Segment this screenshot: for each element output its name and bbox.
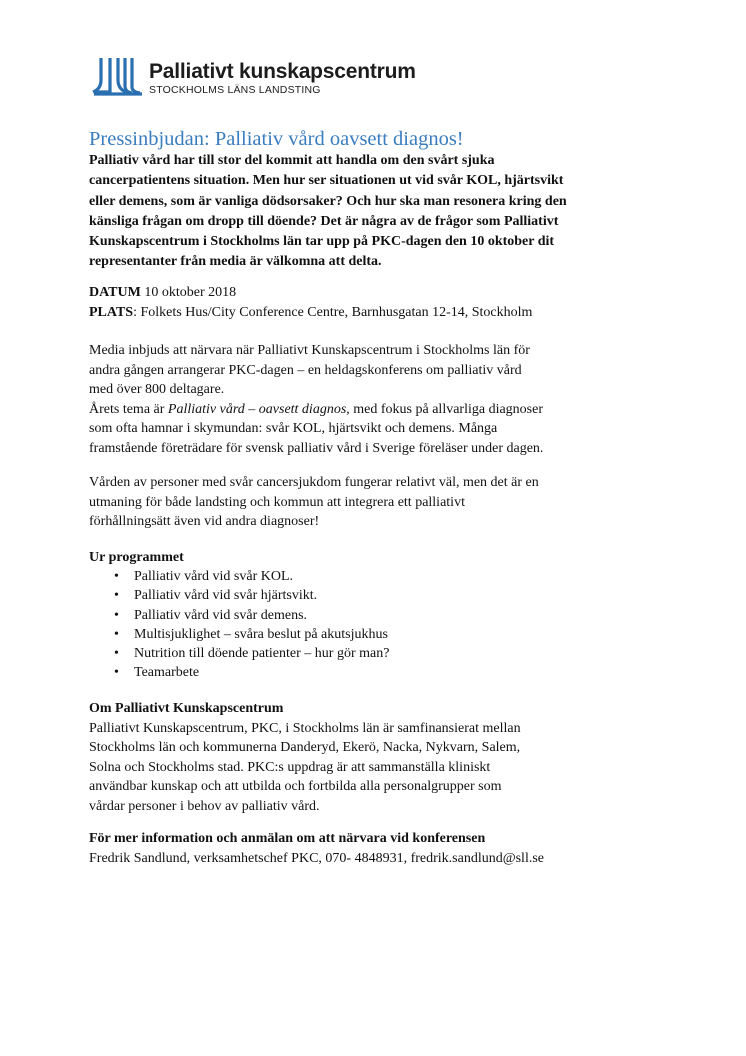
about-heading: Om Palliativt Kunskapscentrum xyxy=(89,701,284,716)
about-line: användbar kunskap och att utbilda och fortbilda alla personalgrupper som xyxy=(89,779,502,794)
pkc-logo-mark-icon xyxy=(92,56,144,96)
theme-pre: Årets tema är xyxy=(89,401,168,417)
about-line: Stockholms län och kommunerna Danderyd, Ekerö, Nacka, Nykvarn, Salem, xyxy=(89,740,521,755)
about-line: vårdar personer i behov av palliativ vård. xyxy=(89,798,320,814)
place-label: PLATS xyxy=(89,304,134,320)
date-label: DATUM xyxy=(89,285,141,300)
lead-line: Palliativ vård har till stor del kommit att handla om den svårt sjuka xyxy=(89,153,495,168)
contact-section xyxy=(89,829,689,868)
logo-name: Palliativt kunskapscentrum xyxy=(149,60,416,83)
page-title: Pressinbjudan: Palliativ vård oavsett diagnos! xyxy=(89,128,464,150)
program-item: • Palliativ vård vid svår demens. xyxy=(89,606,649,625)
lead-line: cancerpatientens situation. Men hur ser situationen ut vid svår KOL, hjärtsvikt xyxy=(89,173,564,189)
lead-line: Kunskapscentrum i Stockholms län tar upp på PKC-dagen den 10 oktober dit xyxy=(89,234,555,250)
event-details xyxy=(89,283,689,322)
program-item: • Palliativ vård vid svår hjärtsvikt. xyxy=(89,586,649,605)
care-line: förhållningsätt även vid andra diagnoser! xyxy=(89,514,320,529)
event-date xyxy=(89,283,689,303)
program-item: • Teamarbete xyxy=(89,663,649,682)
program-item: • Multisjuklighet – svåra beslut på akutsjukhus xyxy=(89,625,649,644)
intro-line: Media inbjuds att närvara när Palliativt Kunskapscentrum i Stockholms län för xyxy=(89,343,530,358)
event-place xyxy=(89,303,689,323)
lead-paragraph xyxy=(89,151,689,273)
program-list xyxy=(89,567,649,683)
program-heading: Ur programmet xyxy=(89,550,184,565)
intro-paragraph xyxy=(89,341,689,458)
lead-line: eller demens, som är vanliga dödsorsaker? Och hur ska man resonera kring den xyxy=(89,193,567,209)
date-value: 10 oktober 2018 xyxy=(140,285,237,300)
intro-line: andra gången arrangerar PKC-dagen – en heldagskonferens om palliativ vård xyxy=(89,362,522,378)
about-line: Solna och Stockholms stad. PKC:s uppdrag är att sammanställa kliniskt xyxy=(89,759,491,775)
intro-line: med över 800 deltagare. xyxy=(89,382,225,397)
logo-subtitle: STOCKHOLMS LÄNS LANDSTING xyxy=(149,84,321,96)
contact-heading: För mer information och anmälan om att närvara vid konferensen xyxy=(89,831,486,846)
theme-line xyxy=(89,400,689,420)
theme-line: som ofta hamnar i skymundan: svår KOL, hjärtsvikt och demens. Många xyxy=(89,421,498,436)
theme-line: framstående företrädare för svensk palliativ vård i Sverige föreläser under dagen. xyxy=(89,440,544,456)
theme-name: Palliativ vård – oavsett diagnos xyxy=(167,401,347,417)
contact-line: Fredrik Sandlund, verksamhetschef PKC, 070- 4848931, fredrik.sandlund@sll.se xyxy=(89,850,544,866)
about-line: Palliativt Kunskapscentrum, PKC, i Stockholms län är samfinansierat mellan xyxy=(89,720,521,736)
program-item: • Palliativ vård vid svår KOL. xyxy=(89,567,649,586)
organization-logo xyxy=(92,56,492,96)
lead-line: känsliga frågan om dropp till döende? Det är några av de frågor som Palliativt xyxy=(89,213,559,229)
program-item: • Nutrition till döende patienter – hur gör man? xyxy=(89,644,649,663)
about-section xyxy=(89,699,689,816)
care-line: Vården av personer med svår cancersjukdom fungerar relativt väl, men det är en xyxy=(89,475,539,490)
lead-line: representanter från media är välkomna att delta. xyxy=(89,254,382,270)
theme-post: , med fokus på allvarliga diagnoser xyxy=(346,401,543,417)
care-line: utmaning för både landsting och kommun att integrera ett palliativt xyxy=(89,494,465,510)
place-value: : Folkets Hus/City Conference Centre, Barnhusgatan 12-14, Stockholm xyxy=(133,304,533,320)
care-paragraph xyxy=(89,473,689,532)
